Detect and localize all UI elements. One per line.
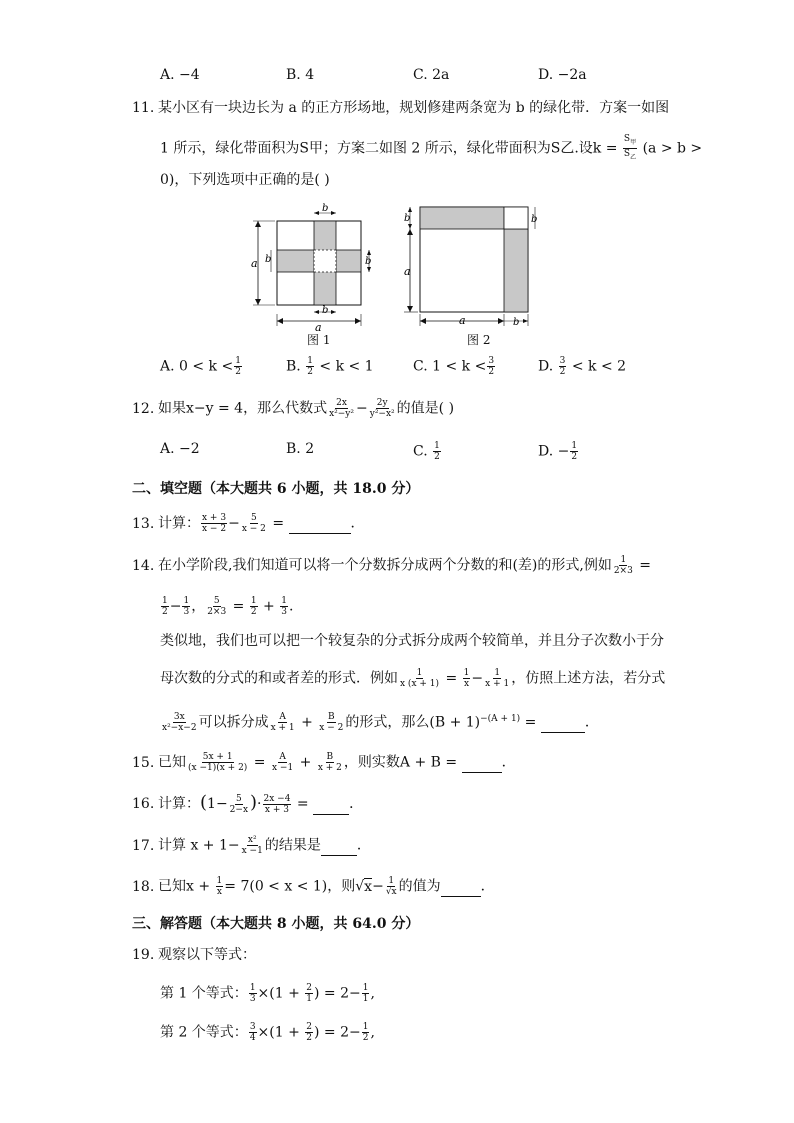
q14-line5: $\frac{3x}{\text{x²−x−2}}$ 可以拆分成 $\frac{A}{x + 1}$ + $\frac{B}{x - 2}$ 的形式，那么$(B + 1)^{-(A + 1)}$ = ． bbox=[162, 712, 599, 734]
svg-text:b: b bbox=[322, 305, 329, 316]
q16-answer-blank[interactable] bbox=[313, 800, 349, 815]
q11-text-line3: 0)，下列选项中正确的是( ) bbox=[160, 172, 330, 188]
section-3-heading: 三、解答题（本大题共 8 小题，共 64.0 分） bbox=[132, 916, 420, 932]
q10-option-d: D. −2a bbox=[538, 67, 587, 83]
q14-line4: 母次数的分式的和或者差的形式．例如 $\frac{1}{x (x + 1)}$ = $\frac{1}{x}$ − $\frac{1}{x + 1}$ ，仿照上述方法，若分式 bbox=[160, 668, 666, 689]
q14-text-line4-tail: ，仿照上述方法，若分式 bbox=[511, 670, 666, 687]
q11-option-c: C. 1 < k < $\frac{3}{2}$ bbox=[413, 356, 495, 377]
q17-number: 17. bbox=[132, 837, 155, 854]
q14-text-line4: 母次数的分式的和或者差的形式．例如 bbox=[160, 670, 398, 687]
q11-option-c-text: C. 1 < k < bbox=[413, 358, 487, 375]
q19-line bbox=[132, 945, 256, 965]
section-2-heading: 二、填空题（本大题共 6 小题，共 18.0 分） bbox=[132, 481, 420, 497]
q18-line: 18. 已知x + $\frac{1}{x}$ = 7(0 < x < 1)，则√x− $\frac{1}{√x}$ 的值为 ． bbox=[132, 876, 495, 897]
svg-text:b: b bbox=[513, 317, 520, 328]
q14-line1: 14. 在小学阶段,我们知道可以将一个分数拆分成两个分数的和(差)的形式,例如 $\frac{1}{2\times 3}$ = bbox=[132, 555, 652, 576]
svg-text:b: b bbox=[365, 256, 372, 267]
q17-answer-blank[interactable] bbox=[321, 841, 357, 856]
svg-text:b: b bbox=[322, 203, 329, 214]
q10-option-a: A. −4 bbox=[160, 67, 200, 83]
figure-1 bbox=[245, 200, 385, 350]
q10-option-b: B. 4 bbox=[286, 67, 315, 83]
q19-number: 19. bbox=[132, 947, 155, 963]
svg-text:b: b bbox=[265, 254, 272, 265]
q18-number: 18. bbox=[132, 878, 155, 895]
q18-tail: 的值为 bbox=[398, 878, 441, 895]
q11-option-d: D. $\frac{3}{2}$ < k < 2 bbox=[538, 356, 627, 377]
q18-text: 已知x + bbox=[158, 878, 211, 895]
q18-mid: = 7(0 < x < 1)，则 bbox=[224, 878, 356, 895]
svg-text:a: a bbox=[315, 321, 322, 334]
q17-text: 计算 x + 1− bbox=[158, 837, 240, 854]
q12-option-b: B. 2 bbox=[286, 441, 315, 457]
svg-text:a: a bbox=[459, 314, 466, 327]
q14-number: 14. bbox=[132, 557, 155, 574]
q14-text-line1: 在小学阶段,我们知道可以将一个分数拆分成两个分数的和(差)的形式,例如 bbox=[158, 557, 612, 574]
q11-option-b-text: B. bbox=[286, 358, 301, 375]
q11-option-b: B. $\frac{1}{2}$ < k < 1 bbox=[286, 356, 374, 377]
q18-answer-blank[interactable] bbox=[441, 882, 481, 897]
q11-option-d-text: D. bbox=[538, 358, 554, 375]
q19-equation-2: 第 2 个等式： $\frac{3}{4}$ ×(1 + $\frac{2}{2}$ ) = 2− $\frac{1}{2}$ , bbox=[160, 1022, 375, 1043]
figure-2-caption: 图 2 bbox=[467, 333, 491, 347]
q11-text-line1: 某小区有一块边长为 a 的正方形场地，规划修建两条宽为 b 的绿化带．方案一如图 bbox=[158, 100, 670, 116]
svg-text:a: a bbox=[404, 265, 411, 278]
q15-answer-blank[interactable] bbox=[462, 758, 502, 773]
q19-text: 观察以下等式： bbox=[158, 947, 256, 963]
q12-option-c: C. $\frac{1}{2}$ bbox=[413, 441, 440, 462]
q14-text-line5-mid: 可以拆分成 bbox=[198, 714, 269, 731]
q19-equation-1: 第 1 个等式： $\frac{1}{3}$ ×(1 + $\frac{2}{1}$ ) = 2− $\frac{1}{1}$ , bbox=[160, 983, 375, 1004]
q14-text-line3: 类似地，我们也可以把一个较复杂的分式拆分成两个较简单，并且分子次数小于分 bbox=[160, 633, 664, 649]
q15-tail: ，则实数A + B = bbox=[343, 754, 458, 771]
q12-line: 12. 如果x−y = 4，那么代数式 $\frac{2x}{\text{x²−y²}}$ − $\frac{2y}{\text{y²−x²}}$ 的值是( ) bbox=[132, 398, 455, 419]
q13-text: 计算： bbox=[158, 515, 200, 532]
q15-line: 15. 已知 $\frac{5x + 1}{(x -1)(x + 2)}$ = $\frac{A}{x -1}$ + $\frac{B}{x + 2}$ ，则实数A + B = ． bbox=[132, 752, 516, 773]
figure-2 bbox=[395, 195, 550, 335]
q16-line: 16. 计算：(1− $\frac{5}{2-x}$ )· $\frac{2x -4}{x + 3}$ = ． bbox=[132, 792, 364, 815]
q11-option-a-text: A. 0 < k < bbox=[160, 358, 234, 375]
q14-exponent: −(A + 1) bbox=[480, 714, 521, 724]
q19-eq1-label: 第 1 个等式： bbox=[160, 985, 248, 1002]
figure-1-caption: 图 1 bbox=[307, 333, 331, 347]
q11-text-line2-tail: (a > b > bbox=[642, 140, 703, 157]
q14-line2: $\frac{1}{2}$ − $\frac{1}{3}$ ， $\frac{5}{2\times 3}$ = $\frac{1}{2}$ + $\frac{1}{3}$ . bbox=[162, 596, 294, 617]
q12-number: 12. bbox=[132, 400, 155, 417]
svg-text:b: b bbox=[404, 213, 411, 224]
q16-number: 16. bbox=[132, 796, 155, 812]
q19-eq2-label: 第 2 个等式： bbox=[160, 1024, 248, 1041]
q16-text: 计算： bbox=[158, 796, 200, 812]
q12-tail: 的值是( ) bbox=[396, 400, 455, 417]
q14-text-line5-tail: 的形式，那么(B + 1) bbox=[345, 714, 481, 731]
q12-option-c-text: C. bbox=[413, 443, 428, 460]
q12-option-d: D. − $\frac{1}{2}$ bbox=[538, 441, 578, 462]
q15-number: 15. bbox=[132, 754, 155, 771]
q15-text: 已知 bbox=[158, 754, 186, 771]
q14-answer-blank[interactable] bbox=[541, 718, 585, 733]
q11-line2 bbox=[160, 134, 702, 163]
q12-text: 如果x−y = 4，那么代数式 bbox=[158, 400, 328, 417]
q10-option-c: C. 2a bbox=[413, 67, 450, 83]
svg-text:b: b bbox=[531, 214, 538, 225]
q12-option-d-text: D. − bbox=[538, 443, 570, 460]
q12-option-a: A. −2 bbox=[160, 441, 200, 457]
q13-line: 13. 计算： $\frac{x + 3}{x - 2}$ − $\frac{5}{x - 2}$ = ． bbox=[132, 513, 365, 534]
q17-line: 17. 计算 x + 1− $\frac{\text{x²}}{x -1}$ 的结果是 ． bbox=[132, 835, 371, 856]
svg-text:a: a bbox=[251, 257, 258, 270]
q11-option-a: A. 0 < k < $\frac{1}{2}$ bbox=[160, 356, 241, 377]
q13-answer-blank[interactable] bbox=[289, 519, 351, 534]
q11-text-line2: 1 所示，绿化带面积为S甲；方案二如图 2 所示，绿化带面积为S乙.设k = bbox=[160, 140, 618, 157]
q11-line1 bbox=[132, 98, 669, 118]
q11-number: 11. bbox=[132, 100, 155, 116]
q13-number: 13. bbox=[132, 515, 155, 532]
q17-tail: 的结果是 bbox=[264, 837, 321, 854]
q11-k-fraction: $\frac{S_甲}{S_乙}$ bbox=[623, 134, 637, 161]
